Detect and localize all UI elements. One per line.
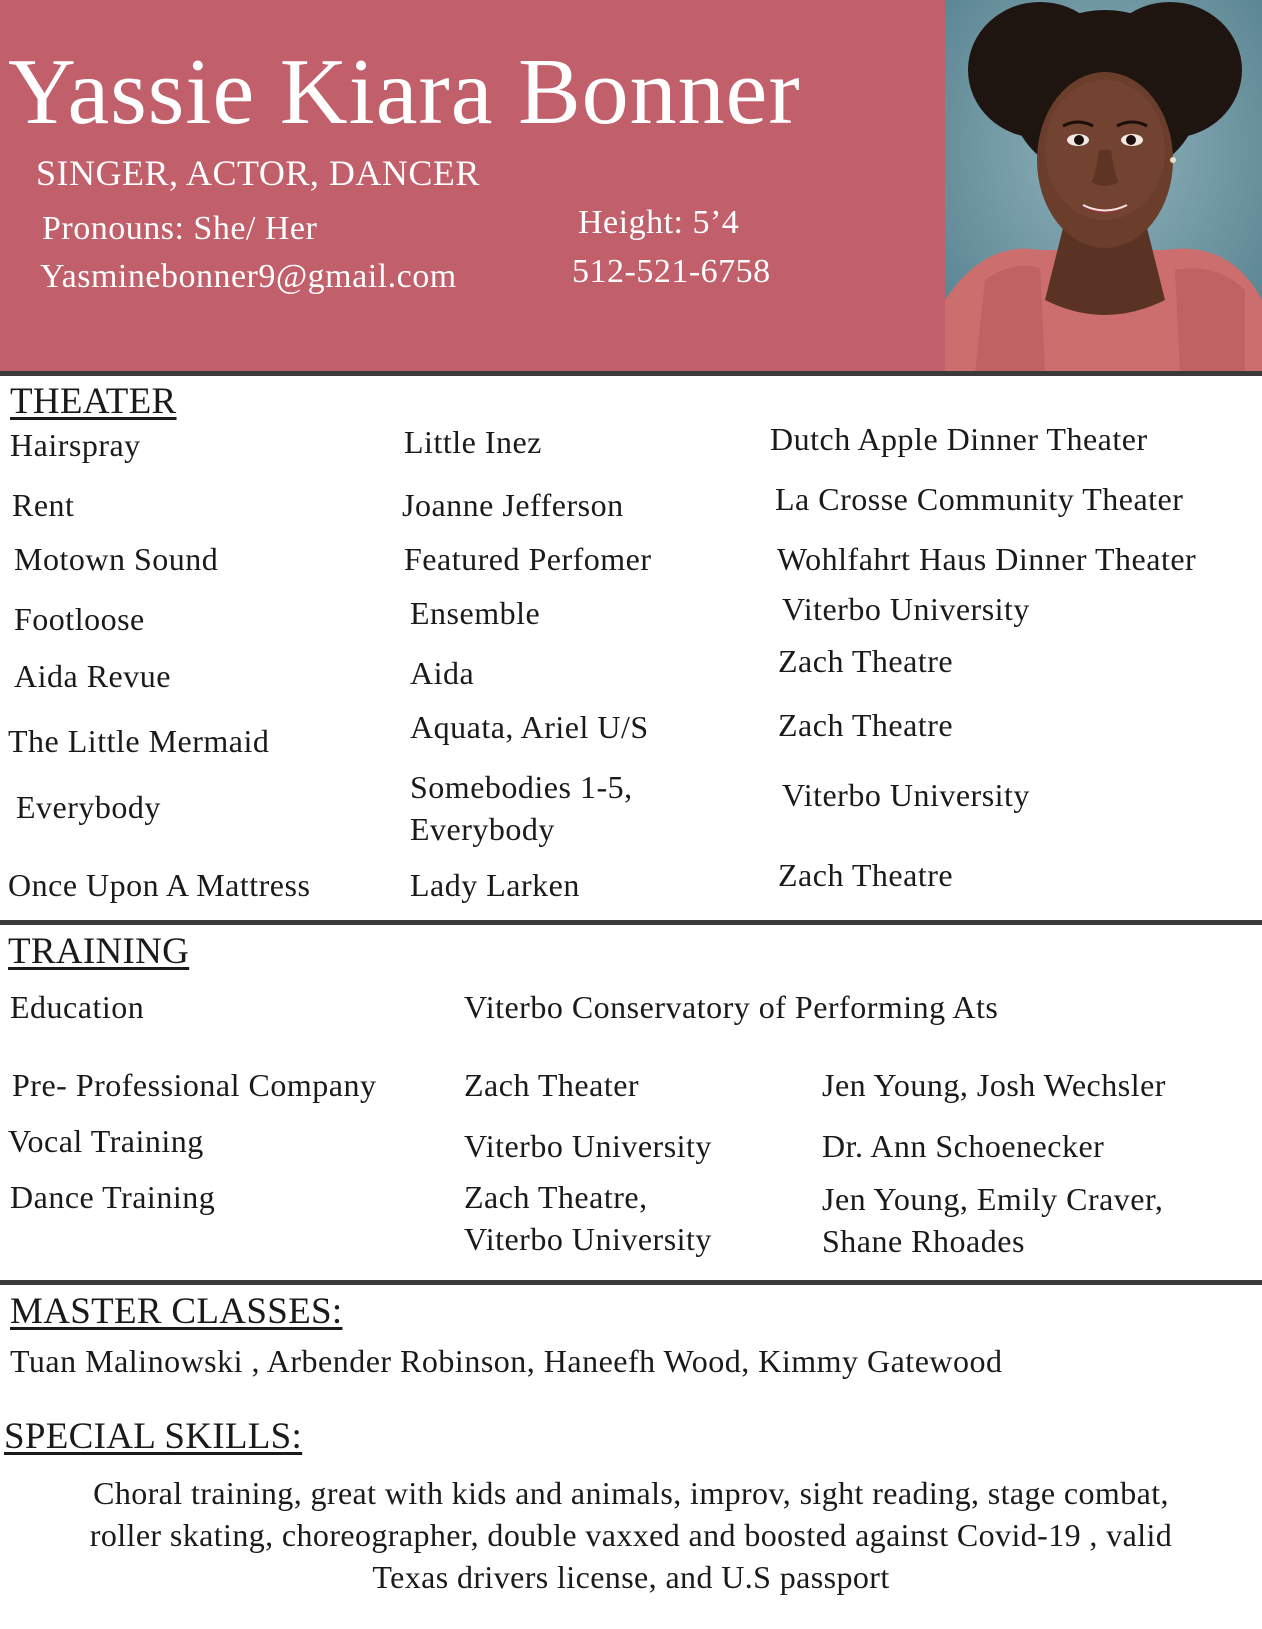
training-who: Jen Young, Emily Craver, (822, 1181, 1164, 1217)
theater-role: Somebodies 1-5, (410, 769, 633, 805)
performer-subtitle: SINGER, ACTOR, DANCER (36, 153, 480, 193)
theater-role: Little Inez (404, 424, 542, 460)
special-skills-line: Choral training, great with kids and animals, improv, sight reading, stage combat, (93, 1475, 1169, 1511)
theater-show: Everybody (16, 789, 161, 825)
divider (0, 920, 1262, 925)
theater-venue: La Crosse Community Theater (775, 481, 1184, 517)
theater-role: Lady Larken (410, 867, 580, 903)
master-classes-heading: MASTER CLASSES: (10, 1291, 343, 1332)
training-type: Dance Training (10, 1179, 216, 1215)
theater-venue: Zach Theatre (778, 707, 954, 743)
theater-venue: Viterbo University (782, 591, 1030, 627)
divider (0, 1280, 1262, 1285)
height: Height: 5’4 (578, 204, 740, 241)
training-who: Dr. Ann Schoenecker (822, 1128, 1105, 1164)
theater-venue: Zach Theatre (778, 643, 954, 679)
training-type: Education (10, 989, 145, 1025)
training-type: Vocal Training (8, 1123, 204, 1159)
training-who: Jen Young, Josh Wechsler (822, 1067, 1166, 1103)
headshot-photo (945, 0, 1262, 372)
divider (0, 371, 1262, 376)
theater-show: Hairspray (10, 427, 141, 463)
header-banner (0, 0, 945, 372)
theater-role: Joanne Jefferson (402, 487, 624, 523)
training-where: Viterbo Conservatory of Performing Ats (464, 989, 999, 1025)
training-where: Viterbo University (464, 1221, 712, 1257)
theater-role: Ensemble (410, 595, 541, 631)
theater-venue: Viterbo University (782, 777, 1030, 813)
theater-role: Featured Perfomer (404, 541, 652, 577)
master-classes-list: Tuan Malinowski , Arbender Robinson, Haneefh Wood, Kimmy Gatewood (10, 1343, 1003, 1379)
theater-show: Motown Sound (14, 541, 219, 577)
training-type: Pre- Professional Company (12, 1067, 377, 1103)
theater-role: Everybody (410, 811, 555, 847)
special-skills-line: roller skating, choreographer, double vaxxed and boosted against Covid-19 , valid (89, 1517, 1173, 1553)
email[interactable]: Yasminebonner9@gmail.com (40, 258, 457, 295)
training-where: Zach Theatre, (464, 1179, 648, 1215)
pronouns: Pronouns: She/ Her (42, 210, 318, 247)
performer-name: Yassie Kiara Bonner (8, 40, 801, 144)
theater-show: Once Upon A Mattress (8, 867, 311, 903)
theater-show: The Little Mermaid (8, 723, 270, 759)
training-where: Viterbo University (464, 1128, 712, 1164)
training-where: Zach Theater (464, 1067, 640, 1103)
theater-show: Aida Revue (14, 658, 171, 694)
theater-role: Aida (410, 655, 475, 691)
theater-show: Footloose (14, 601, 145, 637)
special-skills-line: Texas drivers license, and U.S passport (372, 1559, 890, 1595)
phone[interactable]: 512-521-6758 (572, 253, 771, 290)
special-skills-heading: SPECIAL SKILLS: (4, 1416, 303, 1457)
training-who: Shane Rhoades (822, 1223, 1025, 1259)
theater-role: Aquata, Ariel U/S (410, 709, 649, 745)
theater-heading: THEATER (10, 381, 177, 422)
theater-venue: Zach Theatre (778, 857, 954, 893)
theater-show: Rent (12, 487, 75, 523)
training-heading: TRAINING (8, 931, 190, 972)
theater-venue: Dutch Apple Dinner Theater (770, 421, 1148, 457)
theater-venue: Wohlfahrt Haus Dinner Theater (777, 541, 1197, 577)
